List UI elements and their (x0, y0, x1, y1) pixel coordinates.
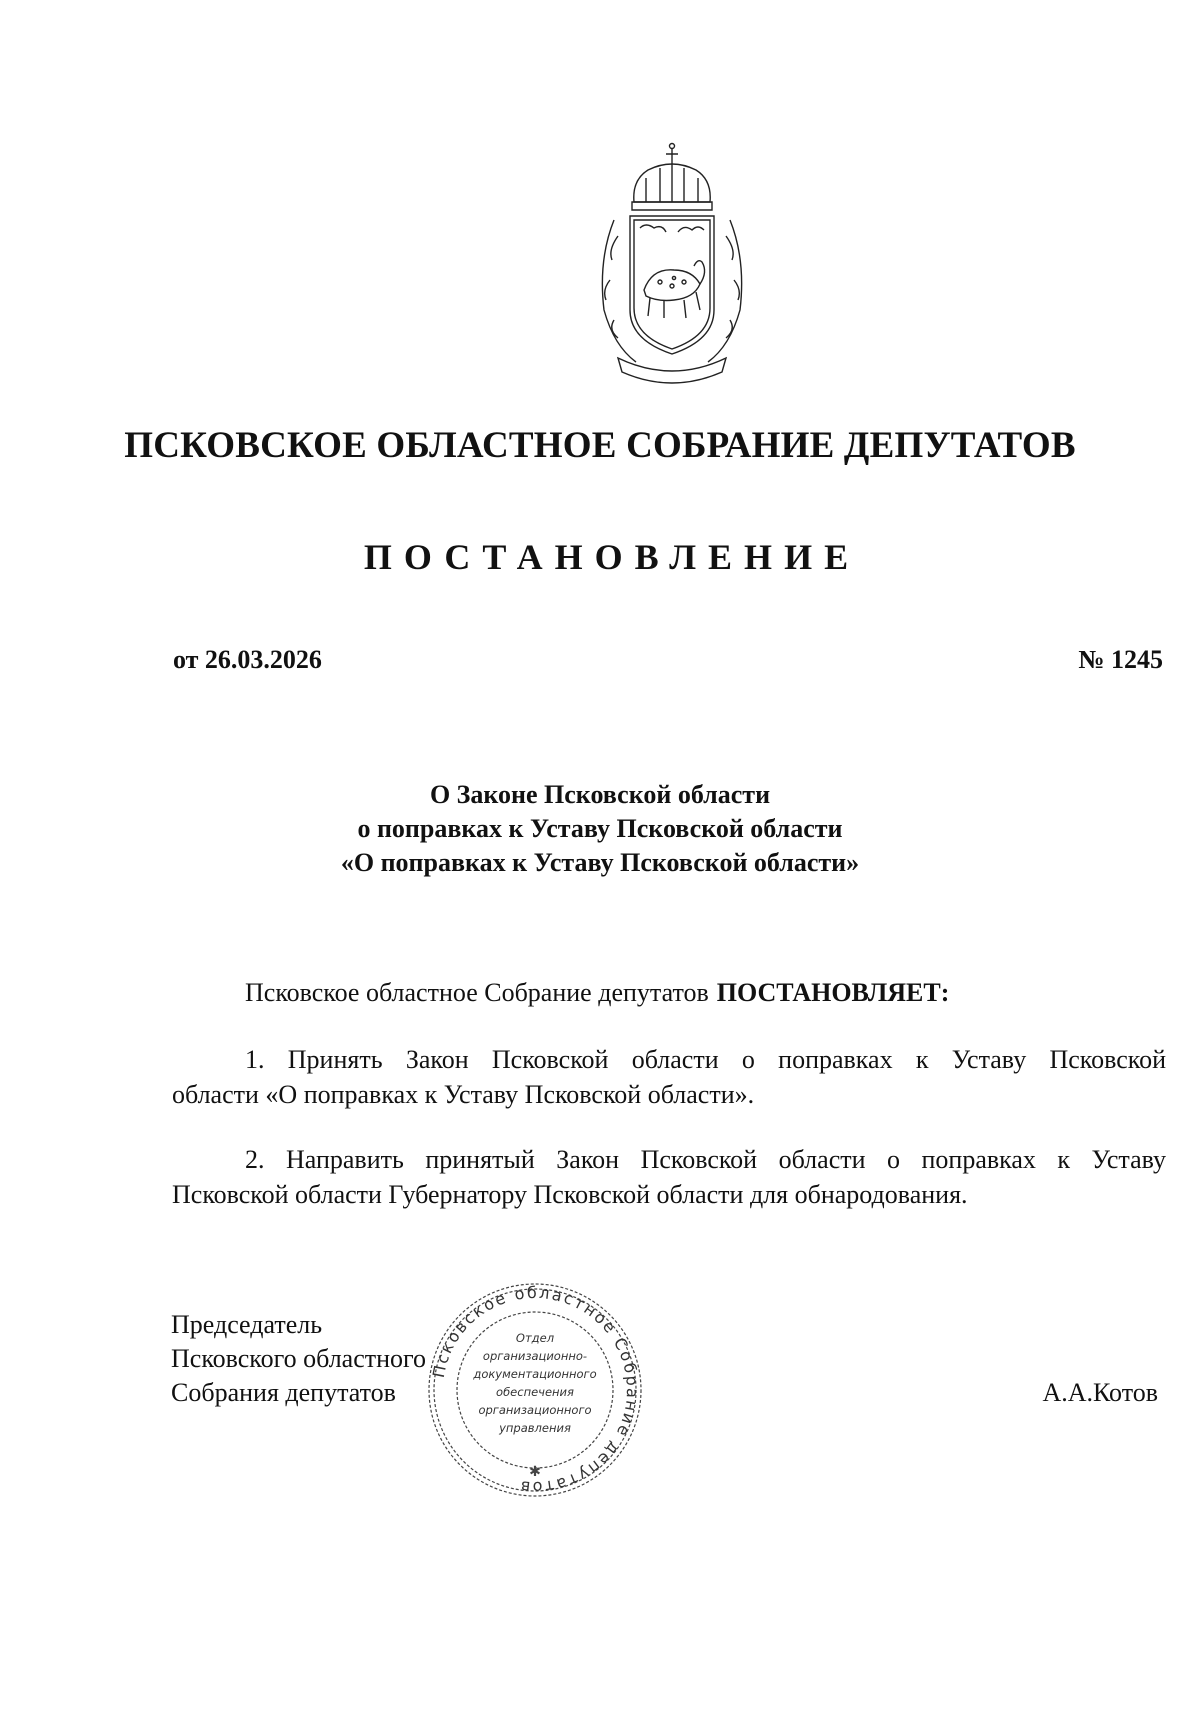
item-1-line-2: области «О поправках к Уставу Псковской области». (172, 1080, 755, 1109)
title-line-2: о поправках к Уставу Псковской области (357, 814, 843, 843)
document-date: от 26.03.2026 (173, 645, 322, 674)
official-stamp (425, 1280, 645, 1500)
stamp-line-2: организационно- (482, 1349, 588, 1363)
signatory-name: А.А.Котов (1042, 1378, 1158, 1407)
stamp-line-4: обеспечения (496, 1385, 574, 1399)
title-line-3: «О поправках к Уставу Псковской области» (340, 848, 860, 877)
stamp-line-5: организационного (478, 1403, 592, 1417)
stamp-line-3: документационного (473, 1367, 597, 1381)
signatory-title-line-2: Псковского областного (171, 1344, 427, 1373)
stamp-ring-text: Псковское областное Собрание депутатов (428, 1282, 643, 1498)
stamp-star-icon: ✱ (529, 1465, 541, 1480)
item-2-line-1: 2. Направить принятый Закон Псковской области о поправках к Уставу (245, 1145, 1166, 1174)
title-line-1: О Законе Псковской области (429, 780, 771, 809)
document-number: № 1245 (1078, 645, 1163, 674)
coat-of-arms-icon (574, 140, 770, 392)
preamble-text: Псковское областное Собрание депутатов (245, 978, 709, 1007)
item-2-line-2: Псковской области Губернатору Псковской области для обнародования. (172, 1180, 968, 1209)
signatory-title-line-3: Собрания депутатов (171, 1378, 396, 1407)
signatory-title-line-1: Председатель (171, 1310, 323, 1339)
stamp-line-6: управления (499, 1421, 571, 1435)
item-1-line-1: 1. Принять Закон Псковской области о поправках к Уставу Псковской (245, 1045, 1166, 1074)
stamp-line-1: Отдел (515, 1331, 555, 1345)
preamble (245, 978, 949, 1008)
document-type-heading: ПОСТАНОВЛЕНИЕ (363, 537, 861, 577)
preamble-verb: ПОСТАНОВЛЯЕТ: (716, 978, 950, 1007)
organization-heading: ПСКОВСКОЕ ОБЛАСТНОЕ СОБРАНИЕ ДЕПУТАТОВ (124, 425, 1076, 466)
